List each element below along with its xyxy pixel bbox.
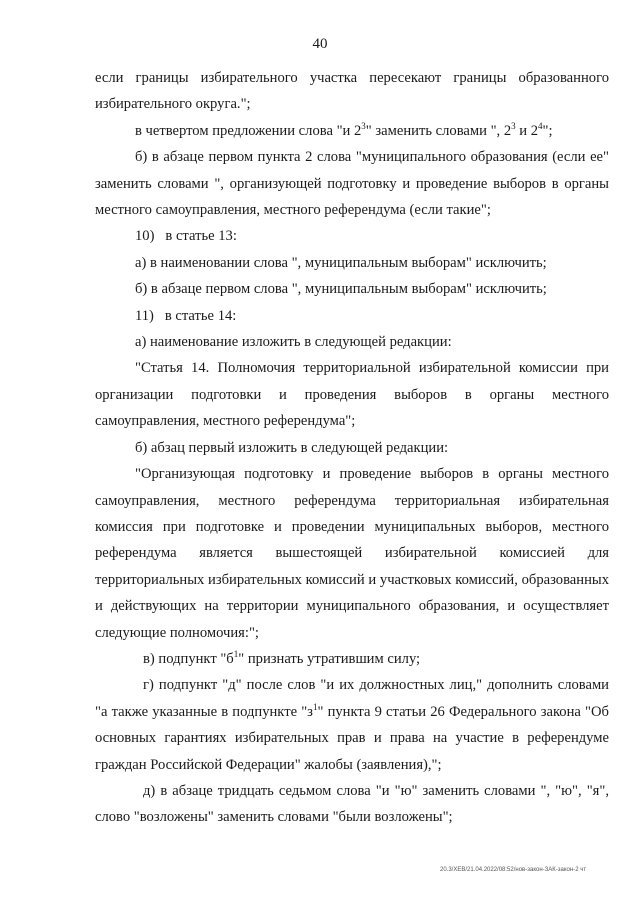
paragraph-2: в четвертом предложении слова "и $2^3$" заменить словами ", $2^3$ и $2^4$"; bbox=[135, 120, 553, 139]
page-number: 40 bbox=[312, 36, 328, 52]
paragraph-14: д) в абзаце тридцать седьмом слова "и "ю" заменить словами ", "ю", "я", слово "возложены" заменить словами "были возложены"; bbox=[95, 782, 609, 826]
paragraph-1: если границы избирательного участка пересекают границы образованного избирательного округа."; bbox=[95, 70, 609, 113]
paragraph-7: 11) в статье 14: bbox=[135, 307, 237, 324]
paragraph-12: в) подпункт "$б^1$" признать утратившим силу; bbox=[143, 648, 421, 667]
paragraph-8: а) наименование изложить в следующей редакции: bbox=[135, 334, 452, 351]
paragraph-6: б) в абзаце первом слова ", муниципальным выборам" исключить; bbox=[135, 281, 547, 298]
footer-stamp: 20.3/ХЕВ/21.04.2022/08:52/нов-закон-ЗАК-закон-2 чт bbox=[440, 867, 587, 873]
paragraph-11: "Организующая подготовку и проведение выборов в органы местного самоуправления, местного референдума территориальная избирательная комиссия при подготовке и проведении муниципальных выборов, местного референдума является вышестоящей избирательной комиссией для территориальных избирательных комиссий и участковых комиссий, образованных и действующих на территории муниципального образования, и осуществляет следующие полномочия:"; bbox=[95, 466, 609, 641]
paragraph-5: а) в наименовании слова ", муниципальным выборам" исключить; bbox=[135, 254, 547, 271]
paragraph-3: б) в абзаце первом пункта 2 слова "муниципального образования (если ее" заменить словами ", организующей подготовку и проведение выборов в органы местного самоуправления, местного референдума (если такие"; bbox=[95, 149, 609, 219]
paragraph-10: б) абзац первый изложить в следующей редакции: bbox=[135, 439, 449, 456]
paragraph-13: г) подпункт "д" после слов "и их должностных лиц," дополнить словами "а также указанные в подпункте "$з^1$" пункта 9 статьи 26 Федерального закона "Об основных гарантиях избирательных прав и права на участие в референдуме граждан Российской Федерации" жалобы (заявления),"; bbox=[95, 677, 609, 773]
paragraph-9: "Статья 14. Полномочия территориальной избирательной комиссии при организации подготовки и проведения выборов в органы местного самоуправления, местного референдума"; bbox=[95, 360, 609, 430]
paragraph-4: 10) в статье 13: bbox=[135, 228, 237, 245]
body-text bbox=[95, 65, 609, 831]
